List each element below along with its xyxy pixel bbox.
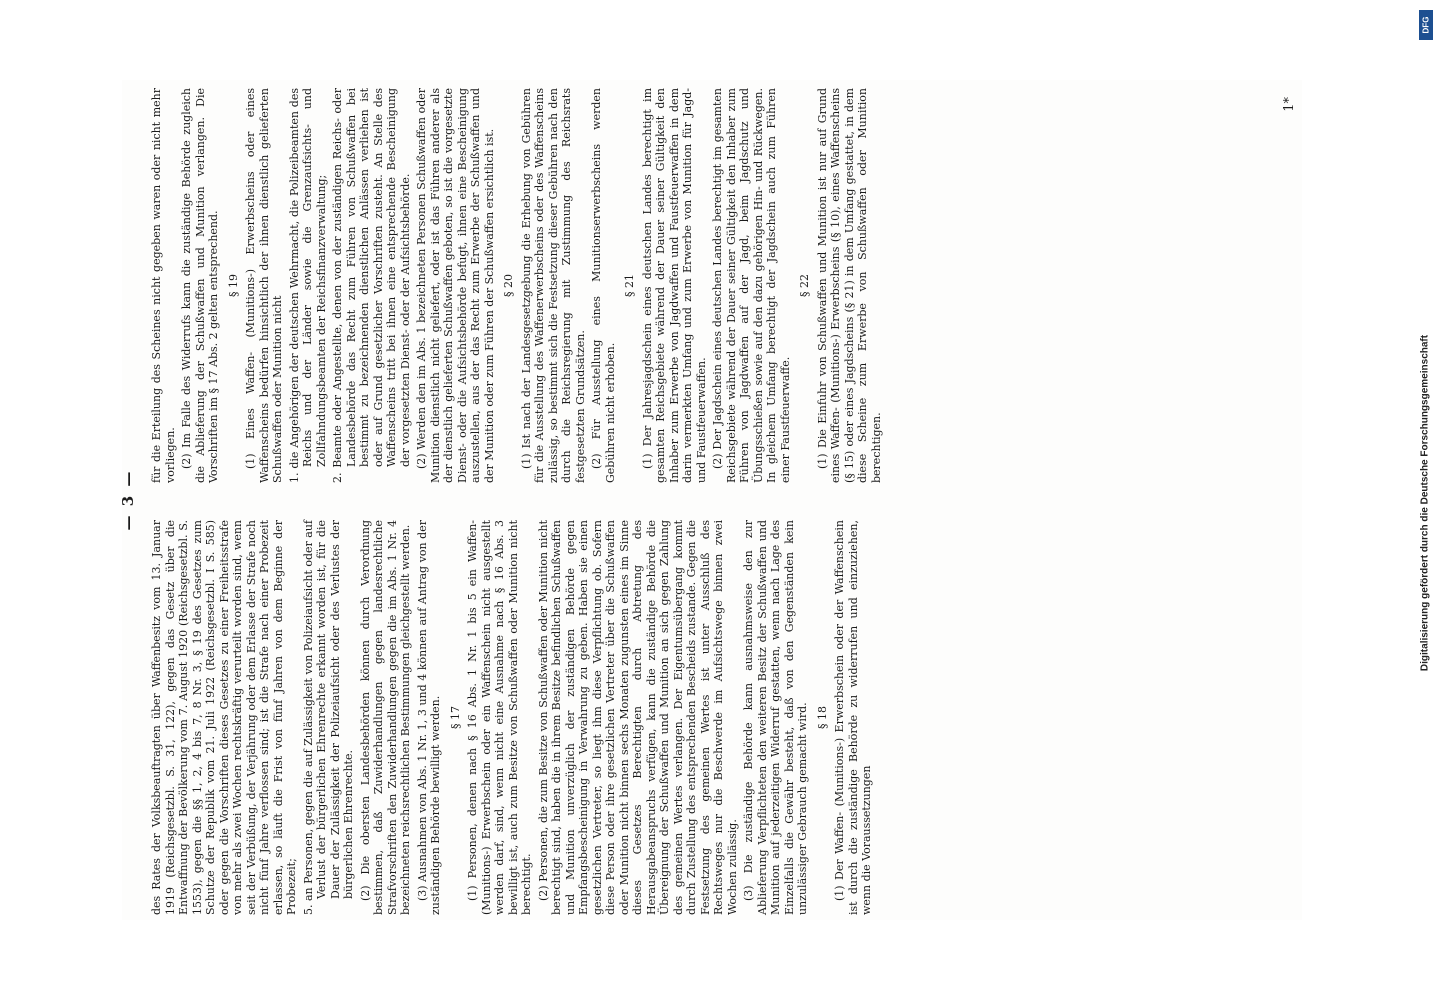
scanned-page xyxy=(119,80,1302,920)
paragraph: (1) Eines Waffen- (Munitions-) Erwerbscheins oder eines Waffenscheins bedürfen hinsichtlich der ihnen dienstlich gelieferten Schußwaffen oder Munition nicht xyxy=(244,88,284,483)
signature-mark: 1* xyxy=(1281,97,1297,112)
left-column xyxy=(150,520,877,915)
paragraph: für die Erteilung des Scheines nicht gegeben waren oder nicht mehr vorliegen. xyxy=(150,88,177,483)
paragraph: (1) Ist nach der Landesgesetzgebung die Erhebung von Gebühren für die Ausstellung des Waffenerwerbscheins oder des Waffenscheins zulässig, so bestimmt sich die Festsetzung dieser Gebühren nach den durch die Reichsregierung mit Zustimmung des Reichsrats festgesetzten Grundsätzen. xyxy=(519,88,587,483)
dfg-logo-icon xyxy=(1419,10,1433,40)
section-heading: § 22 xyxy=(798,274,811,297)
logo-text: DFG xyxy=(1421,16,1431,34)
section-heading: § 20 xyxy=(502,274,515,297)
rotated-text-block xyxy=(119,85,1302,915)
section-heading: § 21 xyxy=(623,274,636,297)
sidebar-attribution xyxy=(1416,8,1434,998)
paragraph: (2) Der Jagdschein eines deutschen Landes berechtigt im gesamten Reichsgebiete während der Dauer seiner Gültigkeit den Inhaber zum Führen von Jagdwaffen auf der Jagd, beim Jagdschutz und Übungsschießen sowie auf den dazu gehörigen Hin- und Rückwegen. In gleichem Umfang berechtigt der Jagdschein auch zum Führen einer Faustfeuerwaffe. xyxy=(711,88,792,483)
paragraph: (2) Die obersten Landesbehörden können durch Verordnung bestimmen, daß Zuwiderhandlungen gegen landesrechtliche Strafvorschriften den Zuwiderhandlungen gegen die im Abs. 1 Nr. 4 bezeichneten reichsrechtlichen Bestimmungen gleichgestellt werden. xyxy=(358,520,412,915)
paragraph: (1) Personen, denen nach § 16 Abs. 1 Nr. 1 bis 5 ein Waffen- (Munitions-) Erwerbschein oder ein Waffenschein nicht ausgestellt werden darf, sind, wenn nicht eine Ausnahme nach § 16 Abs. 3 bewilligt ist, auch zum Besitze von Schußwaffen oder Munition nicht berechtigt. xyxy=(466,520,533,915)
paragraph: (2) Im Falle des Widerrufs kann die zuständige Behörde zugleich die Ablieferung der Schußwaffen und Munition verlangen. Die Vorschriften im § 17 Abs. 2 gelten entsprechend. xyxy=(180,88,220,483)
paragraph: (1) Der Jahresjagdschein eines deutschen Landes berechtigt im gesamten Reichsgebiete während der Dauer seiner Gültigkeit den Inhaber zum Erwerbe von Jagdwaffen und Faustfeuerwaffen in dem darin vermerkten Umfang und zum Erwerbe von Munition für Jagd- und Faustfeuerwaffen. xyxy=(640,88,708,483)
list-item: 2. Beamte oder Angestellte, denen von der zuständigen Reichs- oder Landesbehörde das Recht zum Führen von Schußwaffen bei bestimmt zu bezeichnenden dienstlichen Anlässen verliehen ist oder auf Grund gesetzlicher Vorschriften zusteht. An Stelle des Waffenscheins tritt bei ihnen eine entsprechende Bescheinigung der vorgesetzten Dienst- oder der Aufsichtsbehörde. xyxy=(331,88,412,483)
list-item: 1. die Angehörigen der deutschen Wehrmacht, die Polizeibeamten des Reichs und der Länder sowie die Grenzaufsichts- und Zollfahndungsbeamten der Reichsfinanzverwaltung; xyxy=(287,88,328,483)
paragraph: (1) Die Einfuhr von Schußwaffen und Munition ist nur auf Grund eines Waffen- (Munitions-) Erwerbscheins (§ 10), eines Waffenscheins (§ 15) oder eines Jagdscheins (§ 21) in dem Umfang gestattet, in dem diese Scheine zum Erwerbe von Schußwaffen oder Munition berechtigen. xyxy=(815,88,883,483)
section-heading: § 17 xyxy=(448,706,462,729)
section-heading: § 18 xyxy=(815,706,829,729)
section-heading: § 19 xyxy=(226,274,240,297)
paragraph: (1) Der Waffen- (Munitions-) Erwerbschein oder der Waffenschein ist durch die zuständige Behörde zu widerrufen und einzuziehen, wenn die Voraussetzungen xyxy=(833,520,873,915)
attribution-text: Digitalisierung gefördert durch die Deutsche Forschungsgemeinschaft xyxy=(1419,334,1431,672)
paragraph: (3) Die zuständige Behörde kann ausnahmsweise den zur Ablieferung Verpflichteten den weiteren Besitz der Schußwaffen und Munition auf jederzeitigen Widerruf gestatten, wenn nach Lage des Einzelfalls die Gewähr besteht, daß von den Gegenständen kein unzulässiger Gebrauch gemacht wird. xyxy=(742,520,809,915)
paragraph: (2) Personen, die zum Besitze von Schußwaffen oder Munition nicht berechtigt sind, haben die in ihrem Besitze befindlichen Schußwaffen und Munition unverzüglich der zuständigen Behörde gegen Empfangsbescheinigung in Verwahrung zu geben. Haben sie einen gesetzlichen Vertreter, so liegt ihm diese Verpflichtung ob. Sofern diese Person oder ihre gesetzlichen Vertreter über die Schußwaffen oder Munition nicht binnen sechs Monaten zugunsten eines im Sinne dieses Gesetzes Berechtigten durch Abtretung des Herausgabeanspruchs verfügen, kann die zuständige Behörde die Übereignung der Schußwaffen und Munition an sich gegen Zahlung des gemeinen Wertes verlangen. Der Eigentumsübergang kommt durch Zustellung des entsprechenden Bescheids zustande. Gegen die Festsetzung des gemeinen Wertes ist unter Ausschluß des Rechtsweges nur die Beschwerde im Aufsichtswege binnen zwei Wochen zulässig. xyxy=(536,520,739,915)
paragraph: (2) Werden den im Abs. 1 bezeichneten Personen Schußwaffen oder Munition dienstlich nicht geliefert, oder ist das Führen anderer als der dienstlich gelieferten Schußwaffen geboten, so ist die vorgesetzte Dienst- oder die Aufsichtsbehörde befugt, ihnen eine Bescheinigung auszustellen, aus der das Recht zum Erwerbe der Schußwaffen und der Munition oder zum Führen der Schußwaffen ersichtlich ist. xyxy=(415,88,496,483)
right-column xyxy=(150,88,886,483)
list-item: 5. an Personen, gegen die auf Zulässigkeit von Polizeiaufsicht oder auf Verlust der bürgerlichen Ehrenrechte erkannt worden ist, für die Dauer der Zulässigkeit der Polizeiaufsicht oder des Verlustes der bürgerlichen Ehrenrechte. xyxy=(301,519,355,915)
paragraph: (2) Für Ausstellung eines Munitionserwerbscheins werden Gebühren nicht erhoben. xyxy=(590,88,617,483)
paragraph: (3) Ausnahmen von Abs. 1 Nr. 1, 3 und 4 können auf Antrag von der zuständigen Behörde bewilligt werden. xyxy=(415,520,442,915)
paragraph: des Rates der Volksbeauftragten über Waffenbesitz vom 13. Januar 1919 (Reichsgesetzbl. S. 31, 122), gegen das Gesetz über die Entwaffnung der Bevölkerung vom 7. August 1920 (Reichsgesetzbl. S. 1553), gegen die §§ 1, 2, 4 bis 7, 8 Nr. 3, § 19 des Gesetzes zum Schutze der Republik vom 21. Juli 1922 (Reichsgesetzbl. I S. 585) oder gegen die Vorschriften dieses Gesetzes zu einer Freiheitsstrafe von mehr als zwei Wochen rechtskräftig verurteilt worden sind, wenn seit der Verbüßung, der Verjährung oder dem Erlasse der Strafe noch nicht fünf Jahre verflossen sind; ist die Strafe nach einer Probezeit erlassen, so läuft die Frist von fünf Jahren von dem Beginne der Probezeit; xyxy=(150,520,298,915)
page-number: — 3 — xyxy=(119,469,137,531)
